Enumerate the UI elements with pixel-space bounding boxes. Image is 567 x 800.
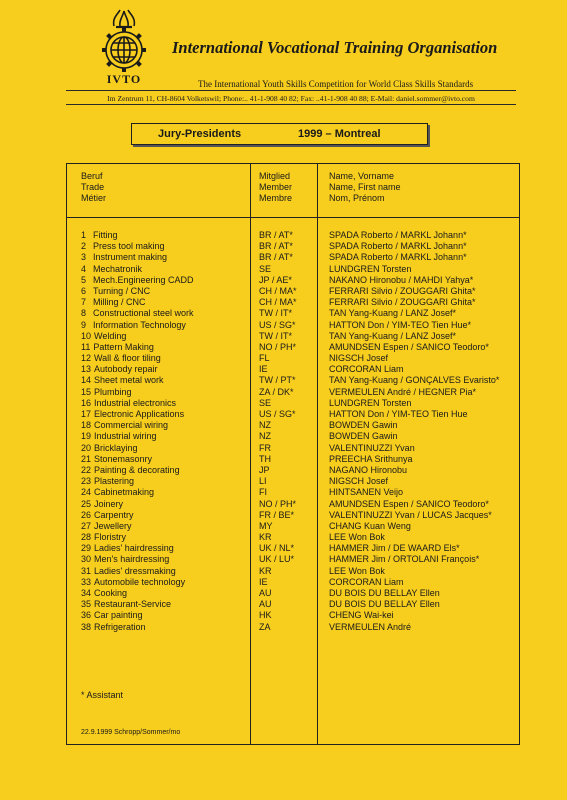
trade-label: Electronic Applications [94,409,185,419]
row-number: 31 [81,565,92,576]
row-number: 38 [81,621,92,632]
member-header-fr: Membre [259,193,293,203]
table-row-trade [81,599,194,610]
table-row-name: SPADA Roberto / MARKL Johann* [329,230,467,240]
name-column-header [329,171,401,204]
row-number: 22 [81,464,92,475]
row-number: 7 [81,297,87,308]
row-number: 6 [81,285,87,296]
table-row-name: SPADA Roberto / MARKL Johann* [329,241,467,252]
org-subtitle: The International Youth Skills Competition for World Class Skills Standards [198,79,474,89]
table-row-member: ZA / DK* [259,386,294,397]
table-row-name: TAN Yang-Kuang / GONÇALVES Evaristo* [329,375,500,386]
trade-label: Industrial electronics [94,397,177,408]
table-row-member: FI [259,487,267,498]
row-number: 13 [81,364,92,375]
table-row-name: VALENTINUZZI Yvan / LUCAS Jacques* [329,509,492,520]
table-row-name: LEE Won Bok [329,565,385,576]
table-row-member: NZ [259,431,271,442]
table-row-member: IE [259,364,268,375]
org-name: International Vocational Training Organisation [172,38,498,57]
table-row-name: NAGANO Hironobu [329,464,408,475]
table-row-name: LUNDGREN Torsten [329,397,412,408]
table-row-name: FERRARI Silvio / ZOUGGARI Ghita* [329,297,476,308]
trade-label: Men's hairdressing [94,554,170,565]
table-row-trade [81,454,194,465]
name-column [329,230,499,633]
table-row-trade [81,532,194,543]
table-row-trade [81,443,194,454]
table-row-name: FERRARI Silvio / ZOUGGARI Ghita* [329,285,476,296]
jury-table [66,163,520,745]
table-row-name: VERMEULEN André / HEGNER Pia* [329,386,477,397]
table-row-member: AU [259,588,272,598]
table-row-member: NO / PH* [259,341,297,352]
row-number: 2 [81,241,87,252]
row-number: 18 [81,420,92,431]
table-row-trade [81,353,194,364]
member-header-de: Mitglied [259,171,291,181]
trade-label: Refrigeration [94,621,146,632]
table-row-member: BR / AT* [259,230,293,240]
table-row-trade [81,331,194,342]
table-row-trade [81,510,194,521]
table-row-trade [81,387,194,398]
table-row-member: JP [259,464,270,475]
member-column [259,230,297,633]
table-row-trade [81,577,194,588]
row-number: 27 [81,520,92,531]
table-row-trade [81,487,194,498]
trade-header-fr: Métier [81,193,107,203]
trade-label: Sheet metal work [94,375,164,386]
table-row-name: BOWDEN Gawin [329,431,398,442]
table-row-name: HAMMER Jim / DE WAARD Els* [329,543,460,554]
row-number: 5 [81,274,87,285]
row-number: 19 [81,431,92,442]
table-row-trade [81,252,194,263]
row-number: 28 [81,532,92,543]
trade-label: Autobody repair [94,364,158,375]
trade-label: Constructional steel work [93,308,194,319]
member-header-en: Member [259,182,293,192]
table-row-name: DU BOIS DU BELLAY Ellen [329,599,440,610]
row-number: 15 [81,386,92,397]
table-row-trade [81,554,194,565]
row-number: 25 [81,498,92,509]
table-row-trade [81,297,194,308]
table-row-trade [81,610,194,621]
table-row-name: AMUNDSEN Espen / SANICO Teodoro* [329,498,489,509]
trade-label: Milling / CNC [93,297,146,308]
header-rule-top [66,90,516,91]
table-row-member: JP / AE* [259,274,292,285]
row-number: 1 [81,230,87,240]
row-number: 26 [81,509,92,520]
trade-label: Jewellery [94,520,132,531]
table-row-member: CH / MA* [259,297,297,308]
trade-label: Carpentry [94,509,134,520]
date-line: 22.9.1999 Schropp/Sommer/mo [81,729,181,736]
table-row-name: CHENG Wai-kei [329,610,394,621]
row-number: 16 [81,397,92,408]
table-row-name: LUNDGREN Torsten [329,263,412,274]
row-number: 36 [81,610,92,621]
row-number: 21 [81,453,92,464]
trade-header-en: Trade [81,182,105,192]
document-title: Jury-Presidents [158,128,242,140]
table-row-trade [81,521,194,532]
table-row-name: AMUNDSEN Espen / SANICO Teodoro* [329,341,489,352]
trade-label: Floristry [94,532,127,543]
trade-label: Turning / CNC [93,285,151,296]
row-number: 11 [81,341,91,352]
table-row-trade [81,364,194,375]
table-row-trade [81,431,194,442]
table-row-member: SE [259,263,272,274]
trade-label: Cabinetmaking [94,487,155,498]
table-row-trade [81,398,194,409]
table-row-trade [81,543,194,554]
table-row-trade [81,286,194,297]
table-row-trade [81,622,194,633]
table-row-name: LEE Won Bok [329,532,385,543]
table-row-member: KR [259,565,272,576]
row-number: 34 [81,588,92,598]
table-row-member: TW / IT* [259,330,292,341]
trade-label: Instrument making [93,252,168,263]
trade-label: Pattern Making [93,341,154,352]
table-row-trade [81,465,194,476]
table-row-trade [81,342,194,353]
header-rule-bottom [66,104,516,105]
row-number: 23 [81,476,92,487]
name-header-de: Name, Vorname [329,171,395,181]
table-row-member: BR / AT* [259,252,293,263]
table-row-name: CORCORAN Liam [329,364,404,375]
row-number: 17 [81,409,92,419]
table-row-member: TH [259,453,271,464]
row-number: 4 [81,263,87,274]
table-row-member: FL [259,353,270,364]
table-row-name: VALENTINUZZI Yvan [329,442,415,453]
member-column-header [259,171,292,204]
table-row-trade [81,476,194,487]
org-address: Im Zentrum 11, CH-8604 Volketswil; Phone:.. 41-1-908 40 82; Fax: ..41-1-908 40 88; E-Mail: daniel.sommer@ivto.com [107,94,475,103]
table-row-member: FR [259,442,271,453]
trade-label: Ladies' dressmaking [94,565,176,576]
logo-label: IVTO [106,72,142,86]
table-row-member: BR / AT* [259,241,293,252]
trade-label: Car painting [94,610,143,621]
table-row-trade [81,420,194,431]
row-number: 24 [81,487,92,498]
table-row-name: HATTON Don / YIM-TEO Tien Hue* [329,319,472,330]
header-divider [67,217,519,218]
trade-label: Automobile technology [94,576,186,587]
trade-label: Wall & floor tiling [94,353,161,364]
table-row-trade [81,308,194,319]
table-row-member: SE [259,397,272,408]
table-row-member: US / SG* [259,319,296,330]
table-row-name: BOWDEN Gawin [329,420,398,431]
trade-label: Bricklaying [94,442,138,453]
table-row-member: KR [259,532,272,543]
table-row-name: CORCORAN Liam [329,576,404,587]
table-row-member: MY [259,520,273,531]
table-row-name: HATTON Don / YIM-TEO Tien Hue [329,409,468,419]
row-number: 3 [81,252,87,263]
row-number: 29 [81,543,92,554]
ivto-logo-icon [98,8,150,74]
table-row-member: TW / PT* [259,375,296,386]
trade-label: Cooking [94,588,128,598]
footnote-assistant: * Assistant [81,690,124,700]
table-row-member: NZ [259,420,271,431]
table-row-name: HAMMER Jim / ORTOLANI François* [329,554,480,565]
table-row-member: ZA [259,621,271,632]
name-header-fr: Nom, Prénom [329,193,385,203]
table-row-trade [81,241,194,252]
column-divider [317,164,318,744]
trade-label: Welding [94,330,127,341]
table-row-name: TAN Yang-Kuang / LANZ Josef* [329,308,457,319]
table-row-member: FR / BE* [259,509,295,520]
column-divider [250,164,251,744]
table-row-member: AU [259,599,272,610]
table-row-member: LI [259,476,267,487]
table-row-name: VERMEULEN André [329,621,412,632]
row-number: 35 [81,599,92,610]
trade-label: Plastering [94,476,135,487]
trade-label: Mech.Engineering CADD [93,274,194,285]
table-row-name: SPADA Roberto / MARKL Johann* [329,252,467,263]
table-row-trade [81,230,194,241]
table-row-member: TW / IT* [259,308,292,319]
trade-column [81,230,194,633]
table-row-member: CH / MA* [259,285,297,296]
table-row-trade [81,499,194,510]
table-row-member: NO / PH* [259,498,297,509]
trade-label: Industrial wiring [94,431,157,442]
row-number: 12 [81,353,92,364]
table-row-name: NIGSCH Josef [329,476,389,487]
table-row-name: HINTSANEN Veijo [329,487,404,498]
trade-label: Fitting [93,230,118,240]
trade-label: Mechatronik [93,263,143,274]
row-number: 9 [81,319,87,330]
table-row-trade [81,588,194,599]
table-row-trade [81,264,194,275]
trade-label: Plumbing [94,386,132,397]
trade-label: Information Technology [93,319,186,330]
table-row-name: CHANG Kuan Weng [329,520,411,531]
table-row-member: US / SG* [259,409,296,419]
row-number: 10 [81,330,92,341]
trade-label: Restaurant-Service [94,599,172,610]
table-row-member: UK / LU* [259,554,295,565]
table-row-trade [81,409,194,420]
table-row-member: HK [259,610,272,621]
trade-label: Joinery [94,498,124,509]
table-row-name: TAN Yang-Kuang / LANZ Josef* [329,330,457,341]
row-number: 33 [81,576,92,587]
trade-label: Commercial wiring [94,420,169,431]
trade-column-header [81,171,106,204]
row-number: 8 [81,308,87,319]
row-number: 14 [81,375,92,386]
event-title: 1999 – Montreal [298,128,381,140]
table-row-name: NAKANO Hironobu / MAHDI Yahya* [329,274,474,285]
table-row-name: PREECHA Srithunya [329,453,413,464]
document-title-box [131,123,428,145]
table-row-trade [81,275,194,286]
trade-label: Ladies' hairdressing [94,543,174,554]
trade-header-de: Beruf [81,171,103,181]
trade-label: Painting & decorating [94,464,180,475]
table-row-name: DU BOIS DU BELLAY Ellen [329,588,440,598]
name-header-en: Name, First name [329,182,401,192]
table-row-trade [81,566,194,577]
trade-label: Stonemasonry [94,453,153,464]
table-row-name: NIGSCH Josef [329,353,389,364]
table-row-trade [81,375,194,386]
trade-label: Press tool making [93,241,165,252]
table-row-member: IE [259,576,268,587]
row-number: 20 [81,442,92,453]
table-row-trade [81,320,194,331]
table-row-member: UK / NL* [259,543,295,554]
row-number: 30 [81,554,92,565]
